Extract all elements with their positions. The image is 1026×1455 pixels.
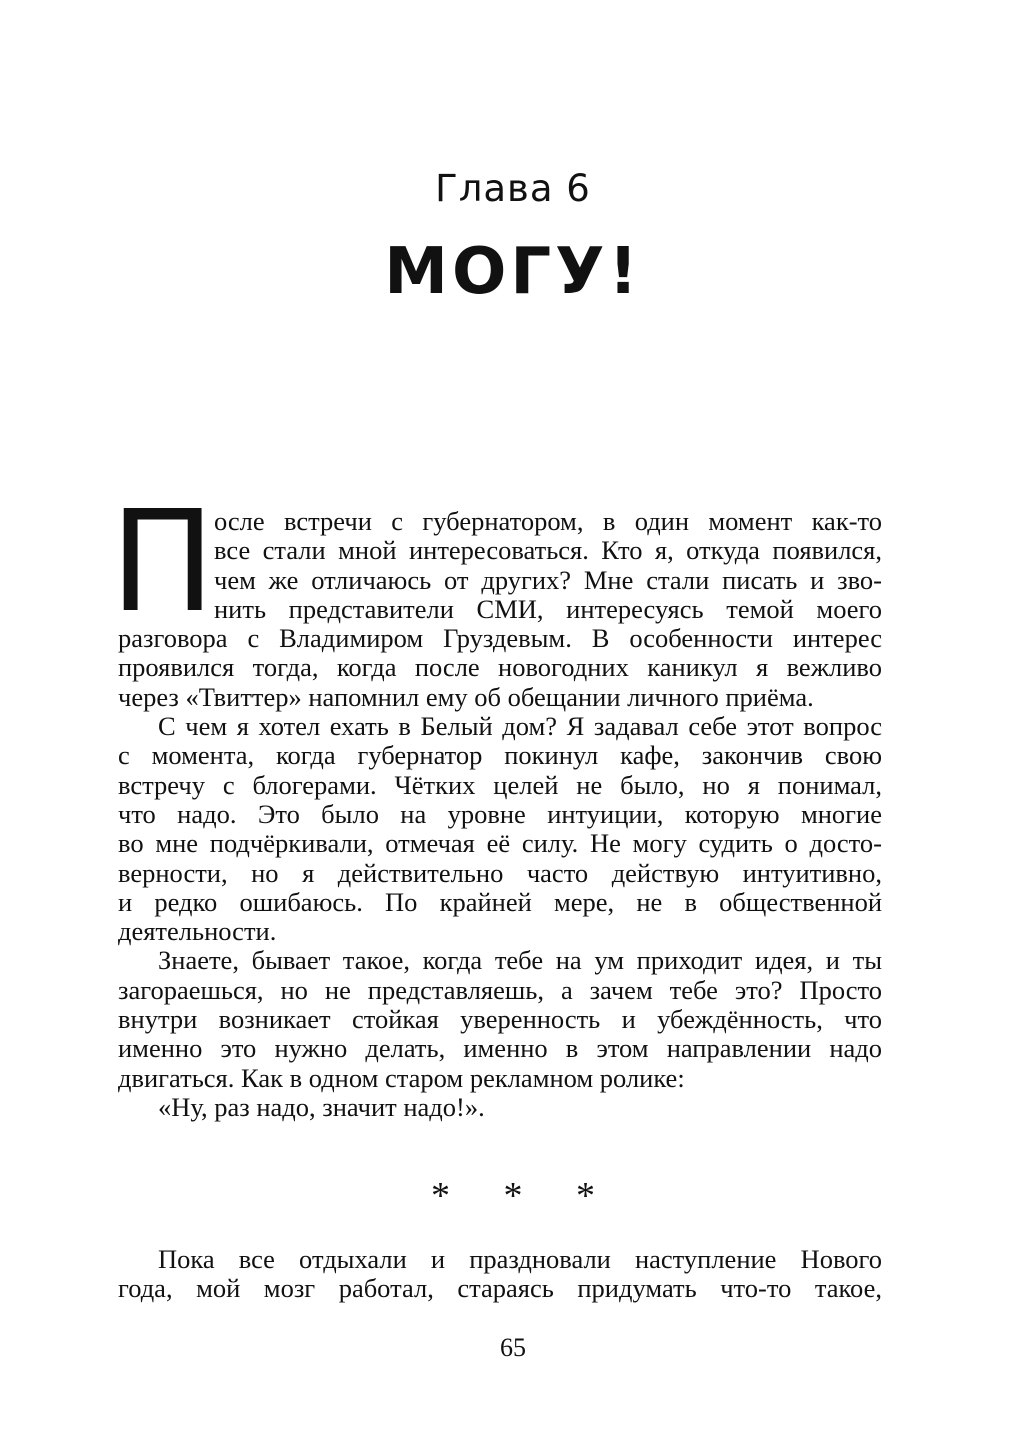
text-line: встречу с блогерами. Чётких целей не было, но я понимал, — [118, 769, 882, 800]
text-line: загораешься, но не представляешь, а зачем тебе это? Просто — [118, 974, 882, 1005]
text-line: Знаете, бывает такое, когда тебе на ум приходит идея, и ты — [158, 945, 882, 976]
text-line: именно это нужно делать, именно в этом направлении надо — [118, 1033, 882, 1064]
page-number: 65 — [500, 1333, 526, 1362]
chapter-label: Глава 6 — [435, 167, 591, 210]
text-line: двигаться. Как в одном старом рекламном ролике: — [118, 1062, 685, 1093]
text-line: через «Твиттер» напомнил ему об обещании личного приёма. — [118, 681, 814, 712]
text-line: что надо. Это было на уровне интуиции, которую многие — [118, 798, 882, 829]
text-line: «Ну, раз надо, значит надо!». — [158, 1091, 485, 1122]
text-line: деятельности. — [118, 916, 277, 947]
text-line: верности, но я действительно часто действую интуитивно, — [118, 857, 882, 888]
text-line: все стали мной интересоваться. Кто я, откуда появился, — [214, 535, 882, 566]
text-line: с момента, когда губернатор покинул кафе, закончив свою — [118, 740, 882, 771]
text-line: С чем я хотел ехать в Белый дом? Я задавал себе этот вопрос — [158, 711, 882, 742]
text-line: Пока все отдыхали и праздновали наступление Нового — [158, 1244, 882, 1274]
text-line: осле встречи с губернатором, в один момент как-то — [214, 506, 882, 536]
text-line: во мне подчёркивали, отмечая её силу. Не могу судить о досто- — [118, 828, 882, 859]
text-line: внутри возникает стойкая уверенность и убеждённость, что — [118, 1004, 882, 1035]
text-line: чем же отличаюсь от других? Мне стали писать и зво- — [214, 564, 882, 595]
text-line: года, мой мозг работал, стараясь придумать что-то такое, — [118, 1273, 882, 1304]
text-line: и редко ошибаюсь. По крайней мере, не в общественной — [118, 886, 882, 917]
section-2-text — [118, 1245, 882, 1304]
text-line: проявился тогда, когда после новогодних каникул я вежливо — [118, 652, 882, 683]
text-line: нить представители СМИ, интересуясь темой моего — [214, 593, 882, 624]
section-1-text — [118, 507, 882, 1122]
text-line: разговора с Владимиром Груздевым. В особенности интерес — [118, 623, 882, 654]
section-separator: * * * — [431, 1175, 617, 1217]
drop-cap-letter: П — [110, 481, 216, 644]
chapter-title: МОГУ! — [384, 235, 642, 309]
